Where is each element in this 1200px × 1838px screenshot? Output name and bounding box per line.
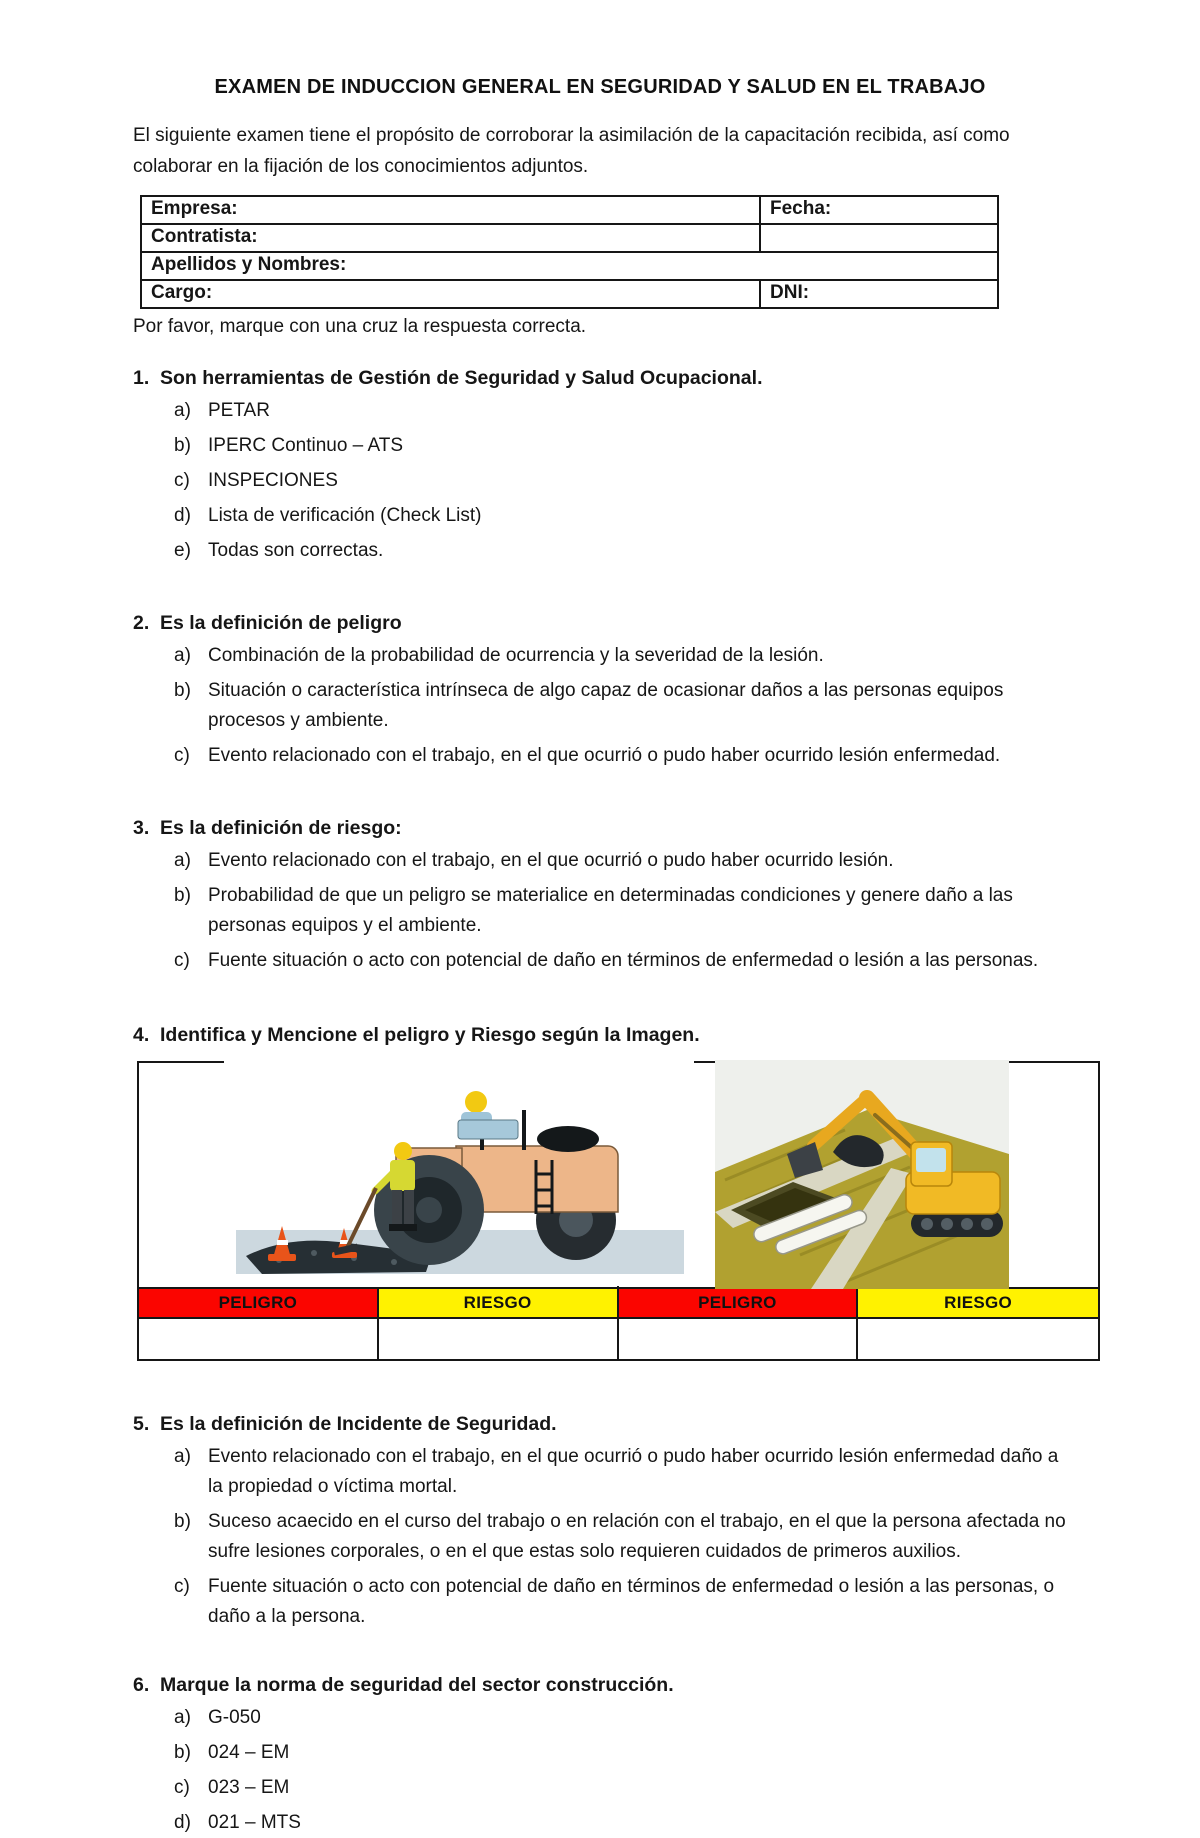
riesgo-answer-cell-1[interactable]	[379, 1319, 619, 1359]
option-letter: c)	[174, 1576, 190, 1597]
riesgo-header-2: RIESGO	[858, 1289, 1098, 1317]
riesgo-header-1: RIESGO	[379, 1289, 619, 1317]
option-b	[133, 1507, 1067, 1567]
option-text: 024 – EM	[208, 1742, 290, 1763]
question-1	[133, 365, 1067, 566]
road-roller-illustration	[224, 1060, 694, 1286]
road-roller-paving-image	[224, 1060, 694, 1286]
question-text: Es la definición de riesgo:	[160, 817, 402, 839]
question-5-header	[133, 1411, 1067, 1437]
question-6	[133, 1672, 1067, 1838]
question-3-header	[133, 815, 1067, 841]
question-4	[133, 1022, 1067, 1361]
option-c	[133, 741, 1067, 771]
question-3	[133, 815, 1067, 976]
excavator-trench-image	[715, 1060, 1009, 1289]
option-letter: b)	[174, 435, 191, 456]
option-text: Probabilidad de que un peligro se materialice en determinadas condiciones y genere daño a las personas equipos y el ambiente.	[208, 885, 1013, 936]
question-text: Marque la norma de seguridad del sector construcción.	[160, 1674, 674, 1696]
peligro-riesgo-table	[137, 1061, 1100, 1361]
riesgo-answer-cell-2[interactable]	[858, 1319, 1098, 1359]
question-number: 6.	[133, 1674, 150, 1696]
apellidos-label: Apellidos y Nombres:	[151, 254, 347, 275]
question-6-header	[133, 1672, 1067, 1698]
option-letter: c)	[174, 950, 190, 971]
option-a	[133, 1442, 1067, 1502]
empresa-label: Empresa:	[142, 197, 761, 223]
option-letter: a)	[174, 850, 191, 871]
option-letter: a)	[174, 1446, 191, 1467]
option-letter: b)	[174, 885, 191, 906]
contratista-label: Contratista:	[142, 225, 761, 251]
option-a	[133, 641, 1067, 671]
question-number: 1.	[133, 367, 150, 389]
option-letter: b)	[174, 1742, 191, 1763]
option-a	[133, 396, 1067, 426]
option-text: Evento relacionado con el trabajo, en el que ocurrió o pudo haber ocurrido lesión enfermedad.	[208, 745, 1001, 766]
header-row	[139, 1287, 1098, 1319]
option-text: Combinación de la probabilidad de ocurrencia y la severidad de la lesión.	[208, 645, 824, 666]
peligro-header-2: PELIGRO	[619, 1289, 859, 1317]
option-c	[133, 1572, 1067, 1632]
option-letter: d)	[174, 505, 191, 526]
peligro-answer-cell-1[interactable]	[139, 1319, 379, 1359]
option-b	[133, 1738, 1067, 1768]
option-text: 023 – EM	[208, 1777, 290, 1798]
cargo-label: Cargo:	[142, 281, 761, 307]
question-4-header	[133, 1022, 1067, 1048]
option-text: Suceso acaecido en el curso del trabajo o en relación con el trabajo, en el que la persona afectada no sufre lesiones corporales, o en el que estas solo requieren cuidados de primeros auxilios.	[208, 1511, 1066, 1562]
option-text: IPERC Continuo – ATS	[208, 435, 404, 456]
question-text: Es la definición de Incidente de Seguridad.	[160, 1413, 557, 1435]
question-2-header	[133, 610, 1067, 636]
option-text: PETAR	[208, 400, 270, 421]
option-letter: e)	[174, 540, 191, 561]
page-title: EXAMEN DE INDUCCION GENERAL EN SEGURIDAD Y SALUD EN EL TRABAJO	[214, 76, 986, 98]
question-number: 2.	[133, 612, 150, 634]
option-text: Lista de verificación (Check List)	[208, 505, 482, 526]
option-d	[133, 501, 1067, 531]
option-c	[133, 946, 1067, 976]
option-letter: a)	[174, 645, 191, 666]
instruction-text: Por favor, marque con una cruz la respuesta correcta.	[133, 316, 587, 337]
table-row	[142, 281, 997, 307]
option-text: Situación o característica intrínseca de algo capaz de ocasionar daños a las personas equipos procesos y ambiente.	[208, 680, 1004, 731]
fecha-value-cell[interactable]	[761, 225, 997, 251]
option-text: G-050	[208, 1707, 261, 1728]
option-letter: b)	[174, 1511, 191, 1532]
option-letter: a)	[174, 1707, 191, 1728]
question-2	[133, 610, 1067, 771]
option-e	[133, 536, 1067, 566]
option-letter: c)	[174, 1777, 190, 1798]
peligro-header-1: PELIGRO	[139, 1289, 379, 1317]
option-text: Todas son correctas.	[208, 540, 384, 561]
question-1-header	[133, 365, 1067, 391]
excavator-illustration	[715, 1060, 1009, 1289]
option-c	[133, 466, 1067, 496]
peligro-answer-cell-2[interactable]	[619, 1319, 859, 1359]
option-letter: a)	[174, 400, 191, 421]
option-b	[133, 676, 1067, 736]
fecha-label: Fecha:	[770, 198, 832, 219]
option-a	[133, 846, 1067, 876]
option-text: Fuente situación o acto con potencial de daño en términos de enfermedad o lesión a las personas, o daño a la persona.	[208, 1576, 1055, 1627]
option-letter: c)	[174, 745, 190, 766]
question-number: 3.	[133, 817, 150, 839]
dni-label: DNI:	[770, 282, 810, 303]
option-text: 021 – MTS	[208, 1812, 301, 1833]
option-letter: d)	[174, 1812, 191, 1833]
question-number: 4.	[133, 1024, 150, 1046]
table-row	[142, 225, 997, 253]
header-info-table	[140, 195, 999, 309]
option-d	[133, 1808, 1067, 1838]
table-row	[142, 253, 997, 281]
question-text: Identifica y Mencione el peligro y Riesgo según la Imagen.	[160, 1024, 700, 1046]
table-row	[142, 197, 997, 225]
answer-row	[139, 1319, 1098, 1359]
option-text: INSPECIONES	[208, 470, 338, 491]
option-c	[133, 1773, 1067, 1803]
option-letter: b)	[174, 680, 191, 701]
question-number: 5.	[133, 1413, 150, 1435]
question-5	[133, 1411, 1067, 1632]
question-text: Son herramientas de Gestión de Seguridad y Salud Ocupacional.	[160, 367, 763, 389]
option-text: Fuente situación o acto con potencial de daño en términos de enfermedad o lesión a las personas.	[208, 950, 1039, 971]
option-b	[133, 431, 1067, 461]
option-text: Evento relacionado con el trabajo, en el que ocurrió o pudo haber ocurrido lesión enfermedad daño a la propiedad o víctima mortal.	[208, 1446, 1059, 1497]
intro-paragraph: El siguiente examen tiene el propósito de corroborar la asimilación de la capacitación recibida, así como colaborar en la fijación de los conocimientos adjuntos.	[133, 125, 1010, 177]
question-text: Es la definición de peligro	[160, 612, 402, 634]
option-b	[133, 881, 1067, 941]
option-a	[133, 1703, 1067, 1733]
option-text: Evento relacionado con el trabajo, en el que ocurrió o pudo haber ocurrido lesión.	[208, 850, 894, 871]
option-letter: c)	[174, 470, 190, 491]
